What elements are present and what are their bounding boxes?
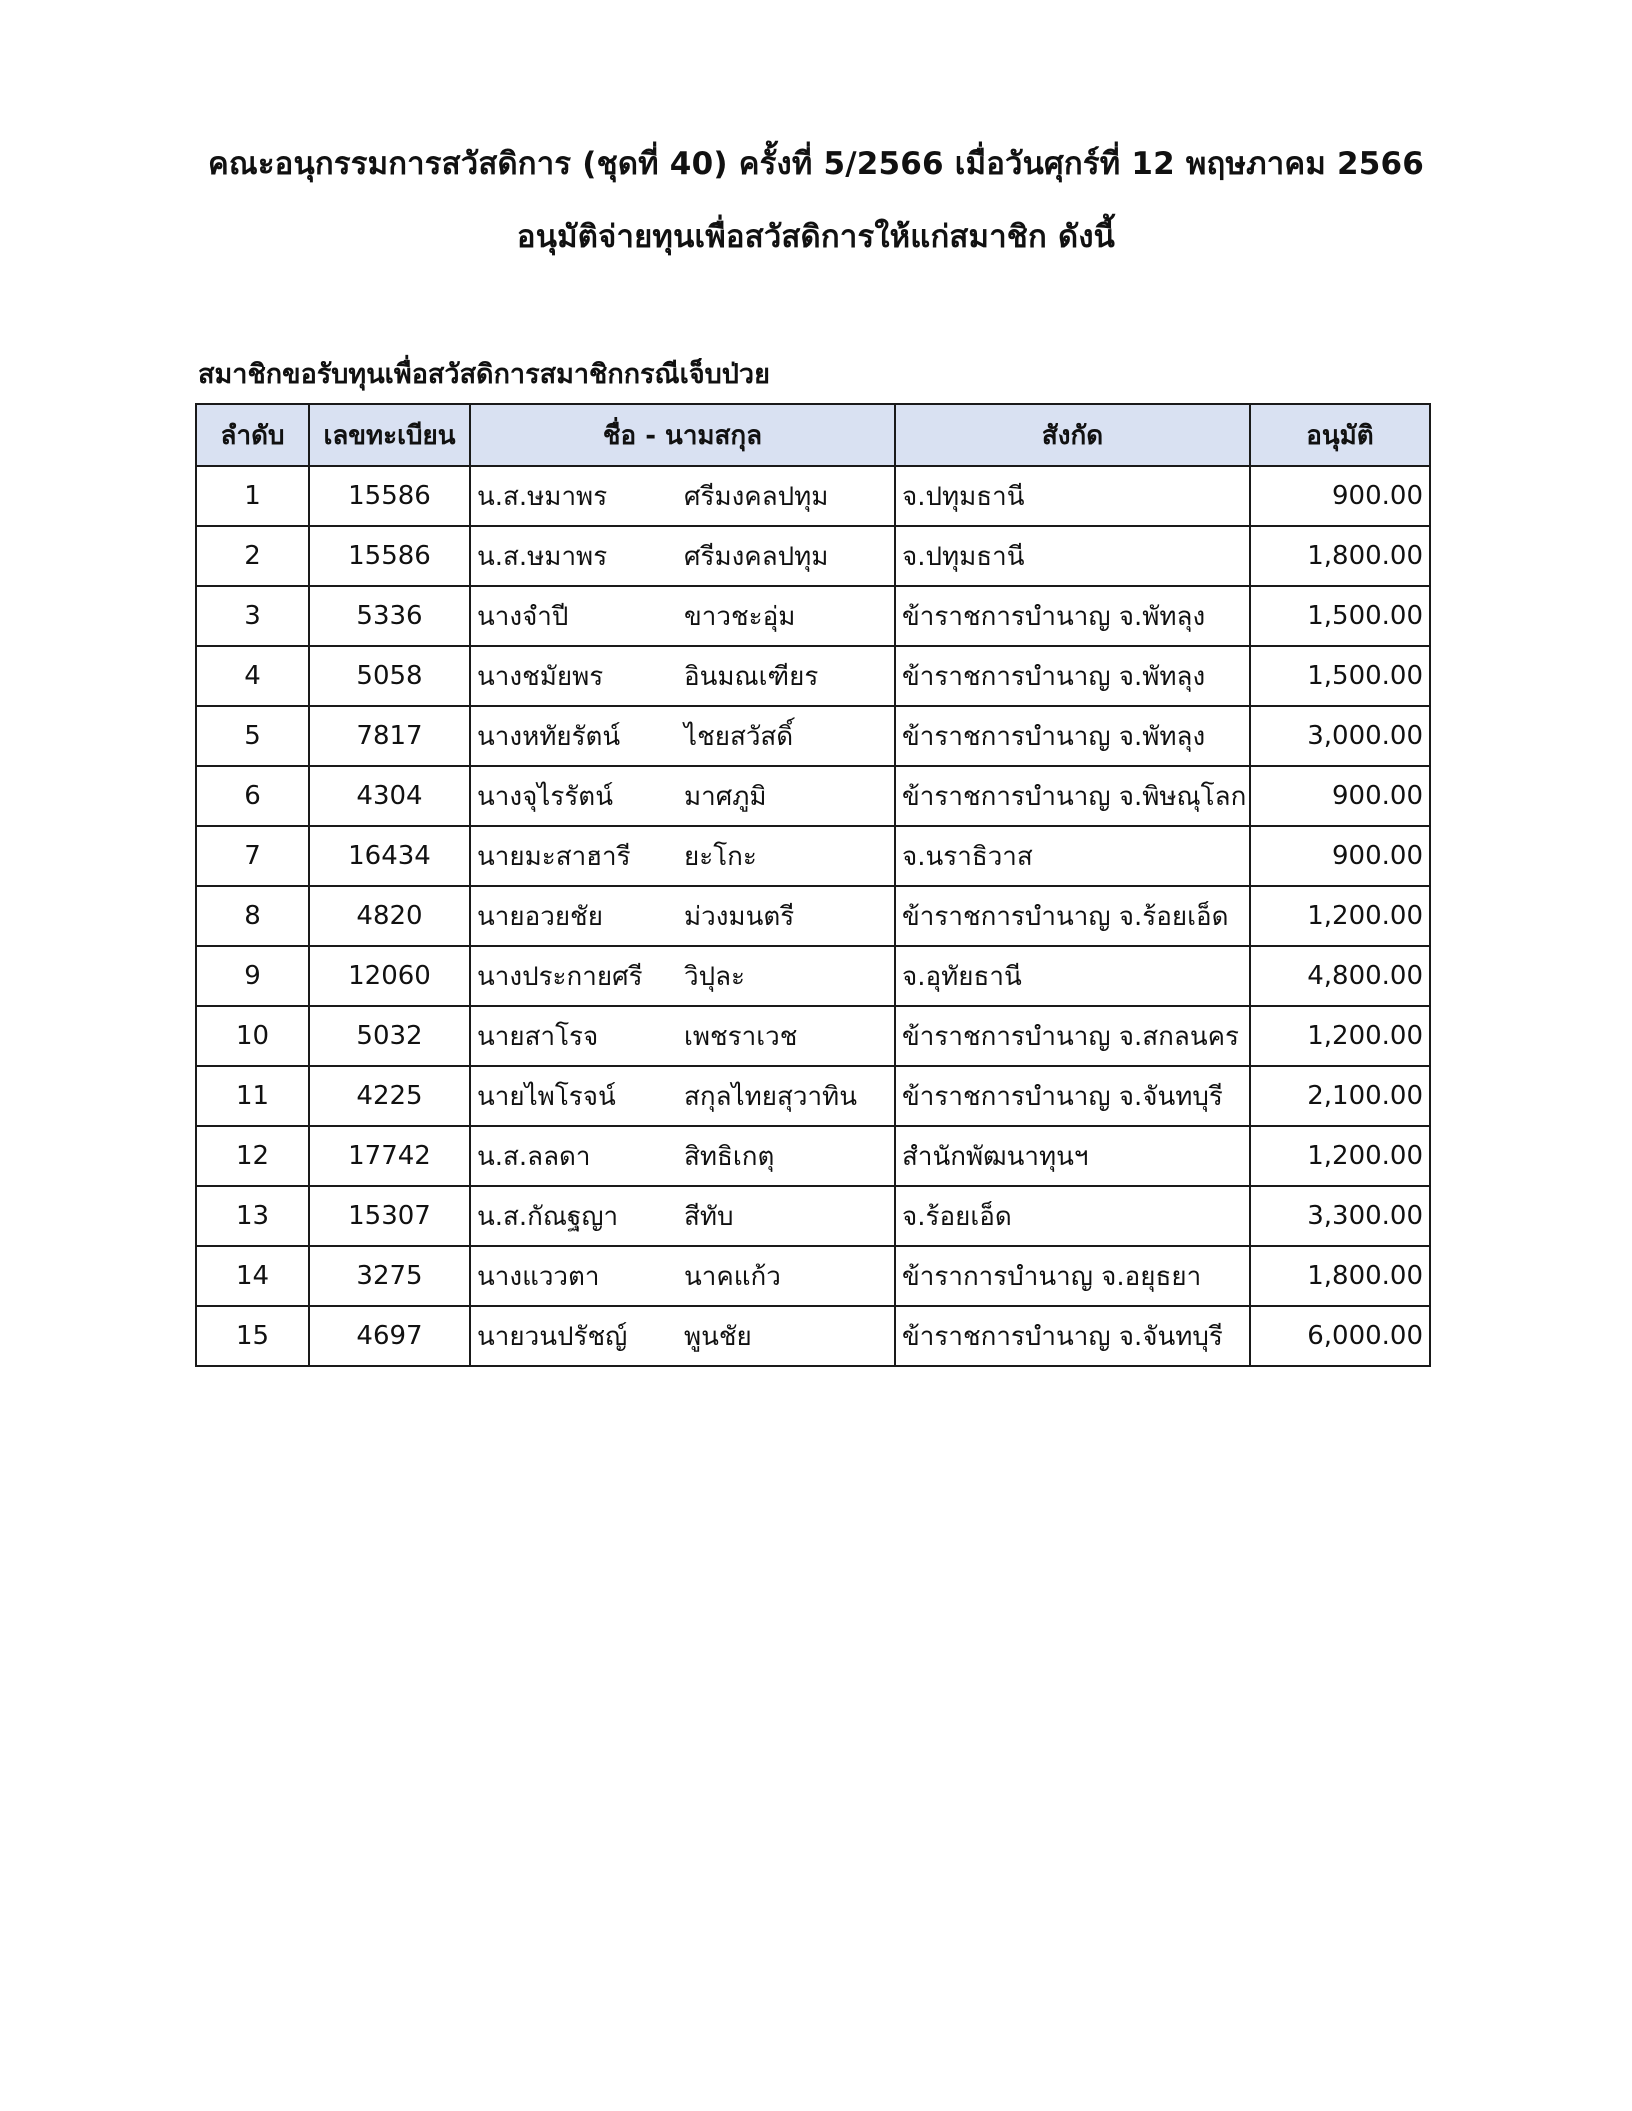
cell-name <box>470 766 895 826</box>
cell-no: 1 <box>196 466 309 526</box>
cell-name <box>470 1246 895 1306</box>
cell-amount: 3,000.00 <box>1250 706 1430 766</box>
first-name: นางชมัยพร <box>477 661 604 692</box>
header-unit: สังกัด <box>895 404 1250 466</box>
cell-registration: 15586 <box>309 466 470 526</box>
cell-amount: 4,800.00 <box>1250 946 1430 1006</box>
table-row <box>196 946 1430 1006</box>
last-name: นาคแก้ว <box>684 1261 781 1292</box>
cell-unit: ข้าราชการบำนาญ จ.พัทลุง <box>895 586 1250 646</box>
cell-no: 15 <box>196 1306 309 1366</box>
cell-name <box>470 1066 895 1126</box>
cell-amount: 1,200.00 <box>1250 1126 1430 1186</box>
cell-name <box>470 586 895 646</box>
cell-registration: 4304 <box>309 766 470 826</box>
cell-name <box>470 886 895 946</box>
cell-unit: ข้าราการบำนาญ จ.อยุธยา <box>895 1246 1250 1306</box>
last-name: วิปุละ <box>684 961 746 992</box>
cell-amount: 1,200.00 <box>1250 1006 1430 1066</box>
table-row <box>196 646 1430 706</box>
cell-amount: 900.00 <box>1250 466 1430 526</box>
table-body <box>196 466 1430 1366</box>
first-name: นายวนปรัชญ์ <box>477 1321 628 1352</box>
last-name: พูนชัย <box>684 1321 752 1352</box>
cell-amount: 6,000.00 <box>1250 1306 1430 1366</box>
table-row <box>196 1246 1430 1306</box>
cell-name <box>470 526 895 586</box>
table-header-row <box>196 404 1430 466</box>
last-name: เพชราเวช <box>684 1021 798 1052</box>
cell-registration: 7817 <box>309 706 470 766</box>
last-name: อินมณเฑียร <box>684 661 819 692</box>
last-name: ไชยสวัสดิ์ <box>684 721 794 752</box>
table-row <box>196 886 1430 946</box>
cell-registration: 4225 <box>309 1066 470 1126</box>
cell-registration: 15307 <box>309 1186 470 1246</box>
cell-unit: ข้าราชการบำนาญ จ.ร้อยเอ็ด <box>895 886 1250 946</box>
cell-name <box>470 646 895 706</box>
table-row <box>196 1006 1430 1066</box>
section-title: สมาชิกขอรับทุนเพื่อสวัสดิการสมาชิกกรณีเจ็บป่วย <box>198 359 770 390</box>
cell-amount: 1,500.00 <box>1250 586 1430 646</box>
header-registration: เลขทะเบียน <box>309 404 470 466</box>
cell-registration: 5336 <box>309 586 470 646</box>
cell-name <box>470 1306 895 1366</box>
table-row <box>196 466 1430 526</box>
table-row <box>196 766 1430 826</box>
cell-unit: ข้าราชการบำนาญ จ.พิษณุโลก <box>895 766 1250 826</box>
last-name: ยะโกะ <box>684 841 757 872</box>
cell-no: 2 <box>196 526 309 586</box>
last-name: ศรีมงคลปทุม <box>684 481 829 512</box>
cell-name <box>470 946 895 1006</box>
table-row <box>196 1306 1430 1366</box>
cell-unit: ข้าราชการบำนาญ จ.จันทบุรี <box>895 1306 1250 1366</box>
cell-no: 13 <box>196 1186 309 1246</box>
cell-amount: 1,800.00 <box>1250 1246 1430 1306</box>
cell-no: 12 <box>196 1126 309 1186</box>
cell-name <box>470 1126 895 1186</box>
cell-amount: 2,100.00 <box>1250 1066 1430 1126</box>
cell-unit: จ.ร้อยเอ็ด <box>895 1186 1250 1246</box>
cell-no: 14 <box>196 1246 309 1306</box>
last-name: ศรีมงคลปทุม <box>684 541 829 572</box>
last-name: ขาวชะอุ่ม <box>684 601 796 632</box>
table-row <box>196 586 1430 646</box>
cell-registration: 17742 <box>309 1126 470 1186</box>
cell-no: 8 <box>196 886 309 946</box>
last-name: ม่วงมนตรี <box>684 901 795 932</box>
cell-registration: 5058 <box>309 646 470 706</box>
first-name: นางจำปี <box>477 601 569 632</box>
first-name: นางจุไรรัตน์ <box>477 781 613 812</box>
first-name: น.ส.ษมาพร <box>477 541 608 572</box>
first-name: นายมะสาฮารี <box>477 841 631 872</box>
first-name: นางแววตา <box>477 1261 600 1292</box>
cell-registration: 5032 <box>309 1006 470 1066</box>
cell-amount: 3,300.00 <box>1250 1186 1430 1246</box>
cell-registration: 4697 <box>309 1306 470 1366</box>
cell-no: 9 <box>196 946 309 1006</box>
table-row <box>196 526 1430 586</box>
cell-registration: 12060 <box>309 946 470 1006</box>
cell-registration: 3275 <box>309 1246 470 1306</box>
table-row <box>196 1126 1430 1186</box>
cell-no: 7 <box>196 826 309 886</box>
cell-unit: ข้าราชการบำนาญ จ.จันทบุรี <box>895 1066 1250 1126</box>
first-name: นายไพโรจน์ <box>477 1081 616 1112</box>
first-name: นายอวยชัย <box>477 901 603 932</box>
table-row <box>196 706 1430 766</box>
header-no: ลำดับ <box>196 404 309 466</box>
header-amount: อนุมัติ <box>1250 404 1430 466</box>
cell-name <box>470 826 895 886</box>
first-name: นางประกายศรี <box>477 961 643 992</box>
last-name: สกุลไทยสุวาทิน <box>684 1081 857 1112</box>
cell-registration: 16434 <box>309 826 470 886</box>
cell-unit: จ.ปทุมธานี <box>895 466 1250 526</box>
cell-no: 6 <box>196 766 309 826</box>
cell-name <box>470 1186 895 1246</box>
cell-name <box>470 466 895 526</box>
cell-unit: สำนักพัฒนาทุนฯ <box>895 1126 1250 1186</box>
cell-unit: ข้าราชการบำนาญ จ.พัทลุง <box>895 706 1250 766</box>
cell-unit: จ.นราธิวาส <box>895 826 1250 886</box>
first-name: น.ส.ษมาพร <box>477 481 608 512</box>
first-name: นางหทัยรัตน์ <box>477 721 621 752</box>
cell-amount: 900.00 <box>1250 766 1430 826</box>
page-subtitle: อนุมัติจ่ายทุนเพื่อสวัสดิการให้แก่สมาชิก ดังนี้ <box>516 219 1116 255</box>
cell-no: 10 <box>196 1006 309 1066</box>
last-name: สีทับ <box>684 1201 734 1232</box>
header-name: ชื่อ - นามสกุล <box>470 404 895 466</box>
cell-no: 3 <box>196 586 309 646</box>
cell-amount: 1,200.00 <box>1250 886 1430 946</box>
cell-amount: 1,800.00 <box>1250 526 1430 586</box>
first-name: นายสาโรจ <box>477 1021 599 1052</box>
cell-name <box>470 1006 895 1066</box>
table-row <box>196 1066 1430 1126</box>
first-name: น.ส.กัณฐญา <box>477 1201 619 1232</box>
page-title: คณะอนุกรรมการสวัสดิการ (ชุดที่ 40) ครั้งที่ 5/2566 เมื่อวันศุกร์ที่ 12 พฤษภาคม 2566 <box>207 146 1425 182</box>
cell-unit: ข้าราชการบำนาญ จ.พัทลุง <box>895 646 1250 706</box>
cell-amount: 900.00 <box>1250 826 1430 886</box>
first-name: น.ส.ลลดา <box>477 1141 591 1172</box>
cell-registration: 4820 <box>309 886 470 946</box>
last-name: สิทธิเกตุ <box>684 1141 775 1172</box>
cell-unit: จ.ปทุมธานี <box>895 526 1250 586</box>
last-name: มาศภูมิ <box>684 781 767 812</box>
cell-unit: จ.อุทัยธานี <box>895 946 1250 1006</box>
table-row <box>196 1186 1430 1246</box>
table-row <box>196 826 1430 886</box>
cell-unit: ข้าราชการบำนาญ จ.สกลนคร <box>895 1006 1250 1066</box>
cell-no: 11 <box>196 1066 309 1126</box>
cell-no: 5 <box>196 706 309 766</box>
cell-name <box>470 706 895 766</box>
welfare-approval-table <box>195 403 1431 1367</box>
cell-registration: 15586 <box>309 526 470 586</box>
cell-amount: 1,500.00 <box>1250 646 1430 706</box>
cell-no: 4 <box>196 646 309 706</box>
